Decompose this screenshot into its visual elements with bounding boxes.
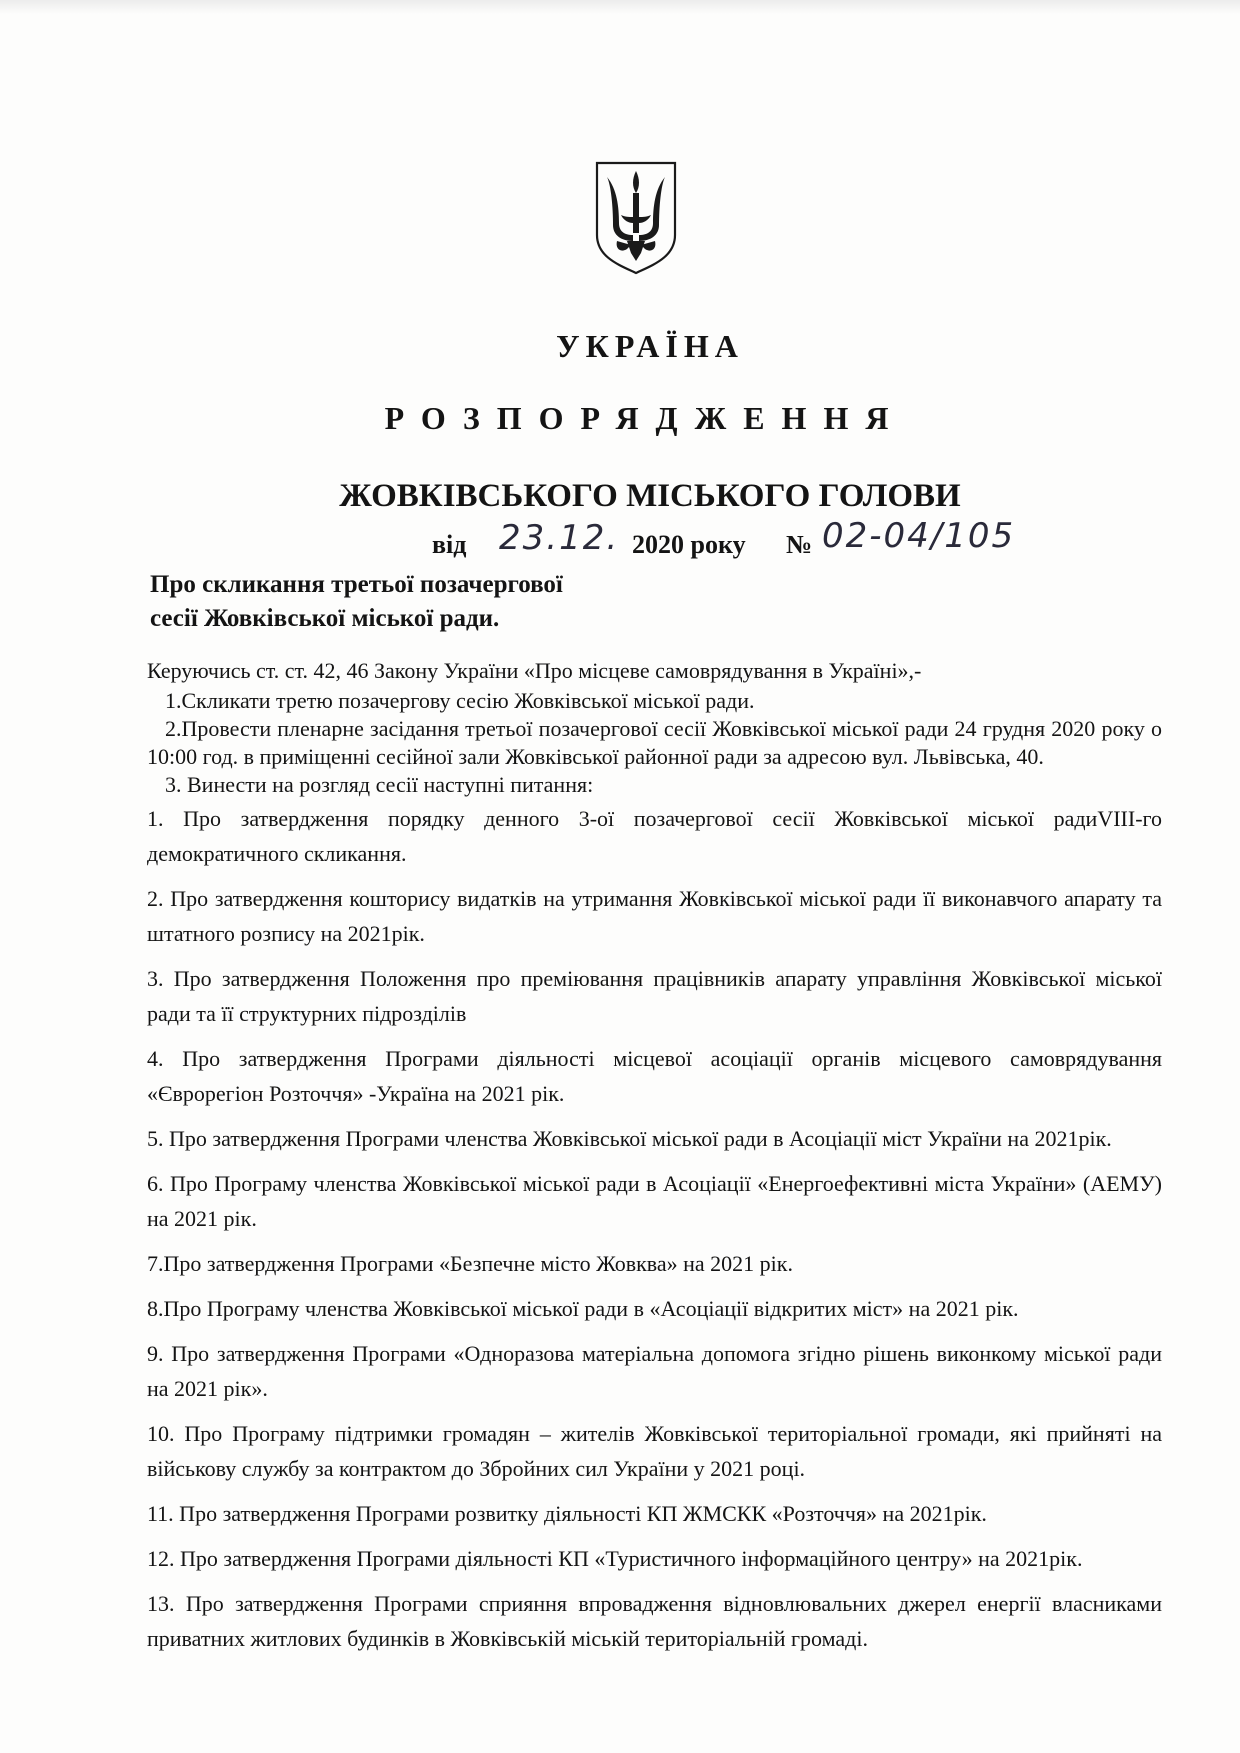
issuer-title: ЖОВКІВСЬКОГО МІСЬКОГО ГОЛОВИ bbox=[339, 478, 961, 514]
agenda-item: 5. Про затвердження Програми членства Жовківської міської ради в Асоціації міст України на 2021рік. bbox=[147, 1126, 1112, 1151]
agenda-item: 4. Про затвердження Програми діяльності місцевої асоціації органів місцевого самоврядування «Єврорегіон Розточчя» -Україна на 2021 рік. bbox=[147, 1046, 1162, 1106]
date-number-line bbox=[432, 516, 1016, 560]
agenda-item: 10. Про Програму підтримки громадян – жителів Жовківської територіальної громади, які прийняті на військову службу за контрактом до Збройних сил України у 2021 році. bbox=[147, 1421, 1162, 1481]
intro-paragraph: Керуючись ст. ст. 42, 46 Закону України «Про місцеве самоврядування в Україні»,- bbox=[147, 658, 922, 683]
agenda-list bbox=[147, 801, 1162, 1656]
agenda-item: 1. Про затвердження порядку денного 3-ої позачергової сесії Жовківської міської радиVIII-го демократичного скликання. bbox=[147, 806, 1162, 866]
subject-line-2: сесії Жовківської міської ради. bbox=[150, 605, 500, 632]
agenda-item: 9. Про затвердження Програми «Одноразова матеріальна допомога згідно рішень виконкому міської ради на 2021 рік». bbox=[147, 1341, 1162, 1401]
document-type: РОЗПОРЯДЖЕННЯ bbox=[384, 400, 906, 436]
agenda-item: 8.Про Програму членства Жовківської міської ради в «Асоціації відкритих міст» на 2021 рік. bbox=[147, 1296, 1019, 1321]
agenda-item: 6. Про Програму членства Жовківської міської ради в Асоціації «Енергоефективні міста України» (АЕМУ) на 2021 рік. bbox=[147, 1171, 1162, 1231]
point-3: 3. Винести на розгляд сесії наступні питання: bbox=[165, 772, 594, 797]
document-subject bbox=[150, 568, 563, 636]
trident-icon bbox=[591, 157, 681, 277]
agenda-item: 11. Про затвердження Програми розвитку діяльності КП ЖМСКК «Розточчя» на 2021рік. bbox=[147, 1501, 987, 1526]
year-text: 2020 року bbox=[632, 530, 746, 559]
agenda-item: 3. Про затвердження Положення про преміювання працівників апарату управління Жовківської міської ради та її структурних підрозділів bbox=[147, 966, 1162, 1026]
subject-line-1: Про скликання третьої позачергової bbox=[150, 571, 563, 598]
agenda-item: 2. Про затвердження кошторису видатків на утримання Жовківської міської ради її виконавчого апарату та штатного розпису на 2021рік. bbox=[147, 886, 1162, 946]
number-sign: № bbox=[786, 530, 813, 559]
agenda-item: 7.Про затвердження Програми «Безпечне місто Жовква» на 2021 рік. bbox=[147, 1251, 793, 1276]
date-prefix: від bbox=[432, 530, 467, 559]
country-title: УКРАЇНА bbox=[556, 328, 744, 364]
point-2: 2.Провести пленарне засідання третьої позачергової сесії Жовківської міської ради 24 грудня 2020 року о 10:00 год. в приміщенні сесійної зали Жовківської районної ради за адресою вул. Львівська, 40. bbox=[147, 716, 1162, 769]
agenda-item: 13. Про затвердження Програми сприяння впровадження відновлювальних джерел енергії власниками приватних житлових будинків в Жовківській міській територіальній громаді. bbox=[147, 1591, 1162, 1651]
document-body bbox=[147, 657, 1162, 1666]
agenda-item: 12. Про затвердження Програми діяльності КП «Туристичного інформаційного центру» на 2021рік. bbox=[147, 1546, 1083, 1571]
handwritten-number: 02-04/105 bbox=[822, 516, 1016, 556]
point-1: 1.Скликати третю позачергову сесію Жовківської міської ради. bbox=[165, 688, 755, 713]
scan-edge bbox=[0, 0, 1240, 14]
handwritten-date: 23.12. bbox=[499, 518, 620, 558]
